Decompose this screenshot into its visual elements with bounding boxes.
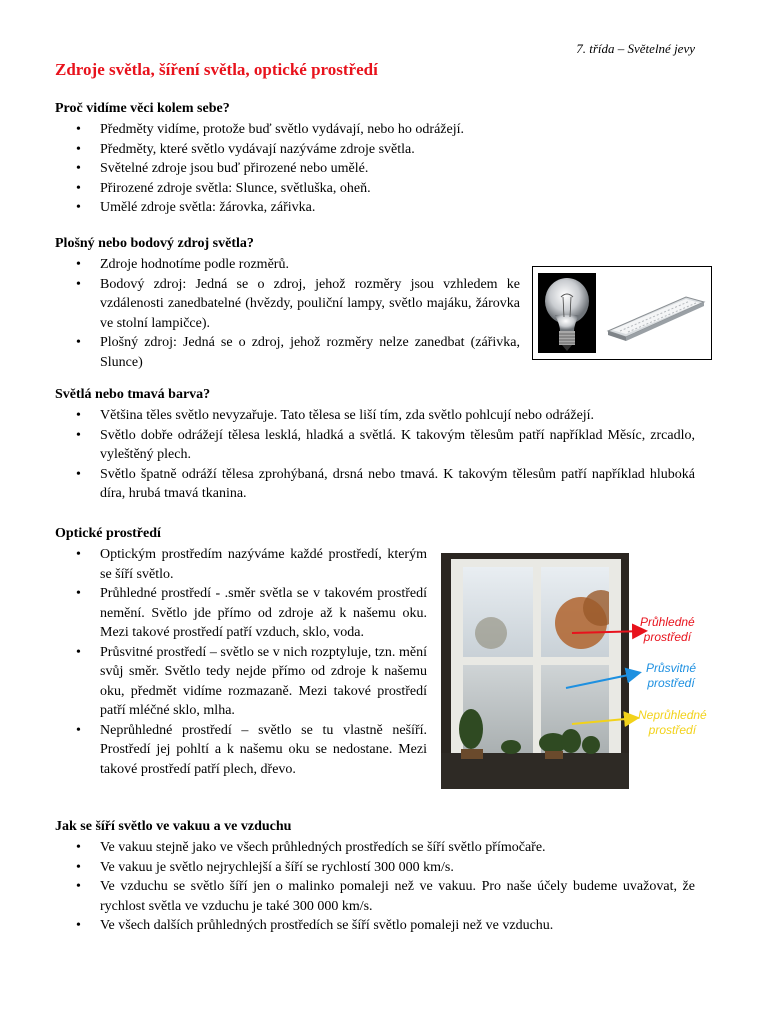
list-item: • Bodový zdroj: Jedná se o zdroj, jehož rozměry jsou vzhledem ke vzdálenosti zanedbatelné (hvězdy, pouliční lampy, světlo majáku, žárovka ve stolní lampičce). bbox=[100, 275, 520, 334]
list-item: • Přirozené zdroje světla: Slunce, světluška, oheň. bbox=[100, 179, 695, 199]
list-item: • Světlo špatně odráží tělesa zprohýbaná, drsná nebo tmavá. K takovým tělesům patří například hluboká díra, hrubá tmavá tkanina. bbox=[100, 465, 695, 504]
bullet-list bbox=[55, 545, 427, 779]
list-item: • Umělé zdroje světla: žárovka, zářivka. bbox=[100, 198, 695, 218]
section-light-or-dark-color bbox=[55, 385, 695, 504]
list-item: • Zdroje hodnotíme podle rozměrů. bbox=[100, 255, 520, 275]
section-heading: Plošný nebo bodový zdroj světla? bbox=[55, 236, 254, 251]
translucent-arrow bbox=[566, 673, 638, 688]
list-item: • Většina těles světlo nevyzařuje. Tato tělesa se liší tím, zda světlo pohlcují nebo odrážejí. bbox=[100, 406, 695, 426]
list-item: • Plošný zdroj: Jedná se o zdroj, jehož rozměry nelze zanedbat (zářivka, Slunce) bbox=[100, 333, 520, 372]
header-note: 7. třída – Světelné jevy bbox=[576, 41, 695, 56]
document-title: Zdroje světla, šíření světla, optické prostředí bbox=[55, 60, 378, 79]
label-translucent-medium: Průsvitné prostředí bbox=[646, 661, 697, 690]
section-heading: Proč vidíme věci kolem sebe? bbox=[55, 101, 230, 116]
section-heading: Optické prostředí bbox=[55, 526, 161, 541]
fluorescent-lamp-image bbox=[600, 266, 712, 360]
section-point-or-area-source bbox=[55, 234, 520, 372]
section-optical-medium bbox=[55, 524, 427, 779]
list-item: • Optickým prostředím nazýváme každé prostředí, kterým se šíří světlo. bbox=[100, 545, 427, 584]
list-item: • Ve všech dalších průhledných prostředích se šíří světlo pomaleji než ve vzduchu. bbox=[100, 916, 695, 936]
section-heading: Světlá nebo tmavá barva? bbox=[55, 387, 211, 402]
label-transparent-medium: Průhledné prostředí bbox=[640, 615, 695, 644]
section-light-in-vacuum-and-air bbox=[55, 817, 695, 936]
list-item: • Světelné zdroje jsou buď přirozené nebo umělé. bbox=[100, 159, 695, 179]
list-item: • Neprůhledné prostředí – světlo se tu vlastně nešíří. Prostředí jej pohltí a k našemu oku se nedostane. Mezi takové prostředí patří plech, dřevo. bbox=[100, 721, 427, 780]
section-heading: Jak se šíří světlo ve vakuu a ve vzduchu bbox=[55, 819, 292, 834]
list-item: • Předměty, které světlo vydávají nazýváme zdroje světla. bbox=[100, 140, 695, 160]
list-item: • Ve vakuu je světlo nejrychlejší a šíří se rychlostí 300 000 km/s. bbox=[100, 858, 695, 878]
bullet-list bbox=[55, 255, 520, 372]
label-opaque-medium: Neprůhledné prostředí bbox=[638, 708, 707, 737]
list-item: • Předměty vidíme, protože buď světlo vydávají, nebo ho odrážejí. bbox=[100, 120, 695, 140]
annotation-arrows bbox=[550, 620, 650, 730]
list-item: • Světlo dobře odrážejí tělesa lesklá, hladká a světlá. K takovým tělesům patří například Měsíc, zrcadlo, vyleštěný plech. bbox=[100, 426, 695, 465]
transparent-arrow bbox=[572, 631, 644, 633]
list-item: • Ve vzduchu se světlo šíří jen o malinko pomaleji než ve vakuu. Pro naše účely budeme uvažovat, že rychlost světla ve vzduchu je také 300 000 km/s. bbox=[100, 877, 695, 916]
light-bulb-image bbox=[532, 266, 602, 360]
list-item: • Ve vakuu stejně jako ve všech průhledných prostředích se šíří světlo přímočaře. bbox=[100, 838, 695, 858]
section-why-we-see bbox=[55, 99, 695, 218]
list-item: • Průsvitné prostředí – světlo se v nich rozptyluje, tzn. mění svůj směr. Světlo tedy nejde přímo od zdroje k našemu oku, předmět vidíme rozmazaně. Mezi takové prostředí patří mléčné sklo, mlha. bbox=[100, 643, 427, 721]
bullet-list bbox=[55, 406, 695, 504]
bullet-list bbox=[55, 120, 695, 218]
opaque-arrow bbox=[572, 718, 636, 724]
list-item: • Průhledné prostředí - .směr světla se v takovém prostředí nemění. Světlo jde přímo od zdroje až k našemu oku. Mezi takové prostředí patří vzduch, sklo, voda. bbox=[100, 584, 427, 643]
bullet-list bbox=[55, 838, 695, 936]
